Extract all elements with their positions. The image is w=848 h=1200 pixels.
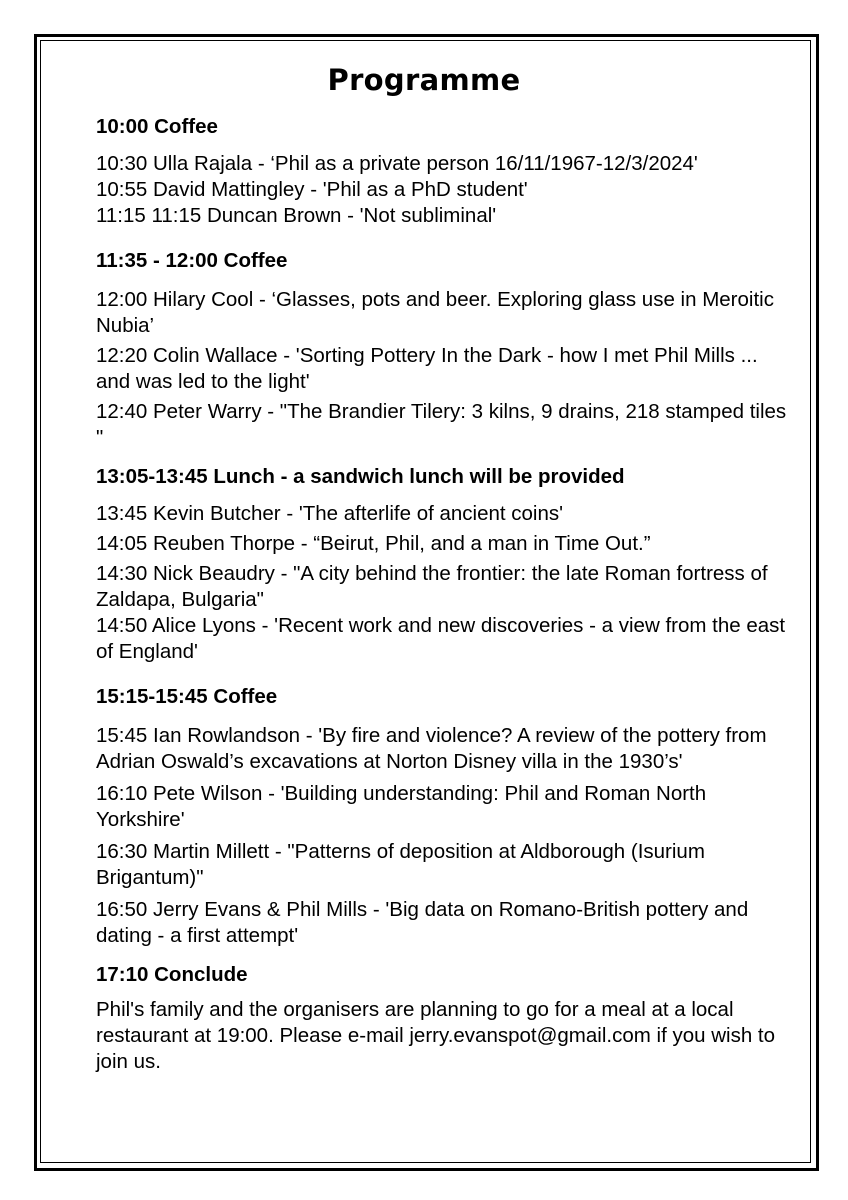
programme-item: 10:55 David Mattingley - 'Phil as a PhD student' — [96, 178, 528, 201]
section-heading-coffee-1515: 15:15-15:45 Coffee — [96, 685, 278, 708]
programme-body — [96, 115, 796, 1075]
programme-item: 16:10 Pete Wilson - 'Building understanding: Phil and Roman North Yorkshire' — [96, 782, 707, 831]
programme-item: 14:05 Reuben Thorpe - “Beirut, Phil, and a man in Time Out.” — [96, 532, 651, 555]
closing-note: Phil's family and the organisers are planning to go for a meal at a local restaurant at 19:00. Please e-mail jerry.evanspot@gmail.com if you wish to join us. — [96, 998, 776, 1073]
programme-item: 14:50 Alice Lyons - 'Recent work and new discoveries - a view from the east of England' — [96, 614, 786, 663]
programme-item: 12:00 Hilary Cool - ‘Glasses, pots and beer. Exploring glass use in Meroitic Nubia’ — [96, 288, 774, 337]
section-heading-coffee-1135: 11:35 - 12:00 Coffee — [96, 249, 288, 272]
section-heading-coffee-1000: 10:00 Coffee — [96, 115, 218, 138]
programme-item: 12:20 Colin Wallace - 'Sorting Pottery In the Dark - how I met Phil Mills ... and was led to the light' — [96, 344, 758, 393]
programme-item: 11:15 11:15 Duncan Brown - 'Not subliminal' — [96, 204, 497, 227]
section-heading-lunch: 13:05-13:45 Lunch - a sandwich lunch will be provided — [96, 465, 625, 488]
programme-item: 12:40 Peter Warry - "The Brandier Tilery: 3 kilns, 9 drains, 218 stamped tiles " — [96, 400, 787, 449]
programme-item: 15:45 Ian Rowlandson - 'By fire and violence? A review of the pottery from Adrian Oswald’s excavations at Norton Disney villa in the 1930’s' — [96, 724, 767, 773]
programme-item: 14:30 Nick Beaudry - "A city behind the frontier: the late Roman fortress of Zaldapa, Bulgaria" — [96, 562, 768, 611]
page-title: Programme — [327, 63, 521, 97]
programme-item: 16:50 Jerry Evans & Phil Mills - 'Big data on Romano-British pottery and dating - a first attempt' — [96, 898, 749, 947]
programme-item: 13:45 Kevin Butcher - 'The afterlife of ancient coins' — [96, 502, 564, 525]
programme-item: 10:30 Ulla Rajala - ‘Phil as a private person 16/11/1967-12/3/2024' — [96, 152, 698, 175]
section-heading-conclude: 17:10 Conclude — [96, 963, 248, 986]
programme-item: 16:30 Martin Millett - "Patterns of deposition at Aldborough (Isurium Brigantum)" — [96, 840, 705, 889]
